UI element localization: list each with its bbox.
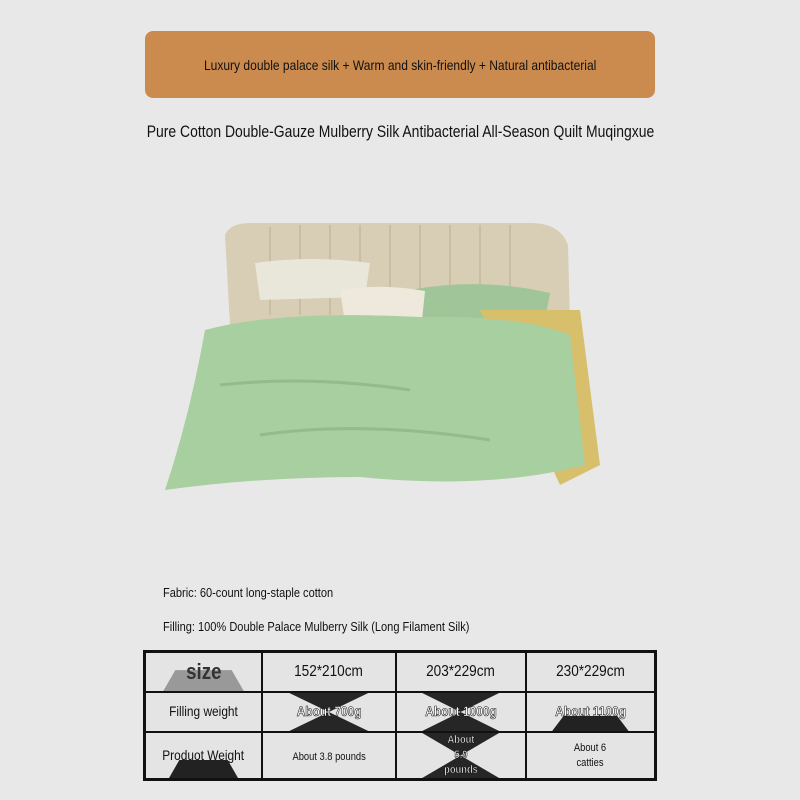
product-weight-cell: About 6 catties xyxy=(574,741,607,769)
size-cell: 152*210cm xyxy=(294,663,364,680)
table-header-row xyxy=(145,652,656,693)
product-title: Pure Cotton Double-Gauze Mulberry Silk Antibacterial All-Season Quilt Muqingxue xyxy=(146,122,654,141)
row-label: Produot Weight xyxy=(162,746,245,763)
size-cell: 203*229cm xyxy=(426,663,496,680)
size-table xyxy=(143,650,657,781)
product-weight-cell: About 3.8 pounds xyxy=(292,750,366,763)
filling-weight-cell: About 700g xyxy=(296,703,362,719)
fabric-spec: Fabric: 60-count long-staple cotton xyxy=(163,585,334,600)
filling-weight-cell: About 1100g xyxy=(554,703,626,719)
filling-weight-cell: About 1000g xyxy=(424,703,497,719)
table-row xyxy=(145,732,656,780)
row-label: Filling weight xyxy=(169,703,238,719)
product-weight-cell: About 5.9 pounds xyxy=(443,734,478,776)
product-image-bed xyxy=(160,215,640,505)
feature-banner xyxy=(145,31,655,98)
filling-spec: Filling: 100% Double Palace Mulberry Silk (Long Filament Silk) xyxy=(163,619,470,634)
table-row xyxy=(145,692,656,732)
size-header: size xyxy=(185,659,222,684)
banner-text: Luxury double palace silk + Warm and skin-friendly + Natural antibacterial xyxy=(203,56,597,73)
size-cell: 230*229cm xyxy=(555,663,625,680)
